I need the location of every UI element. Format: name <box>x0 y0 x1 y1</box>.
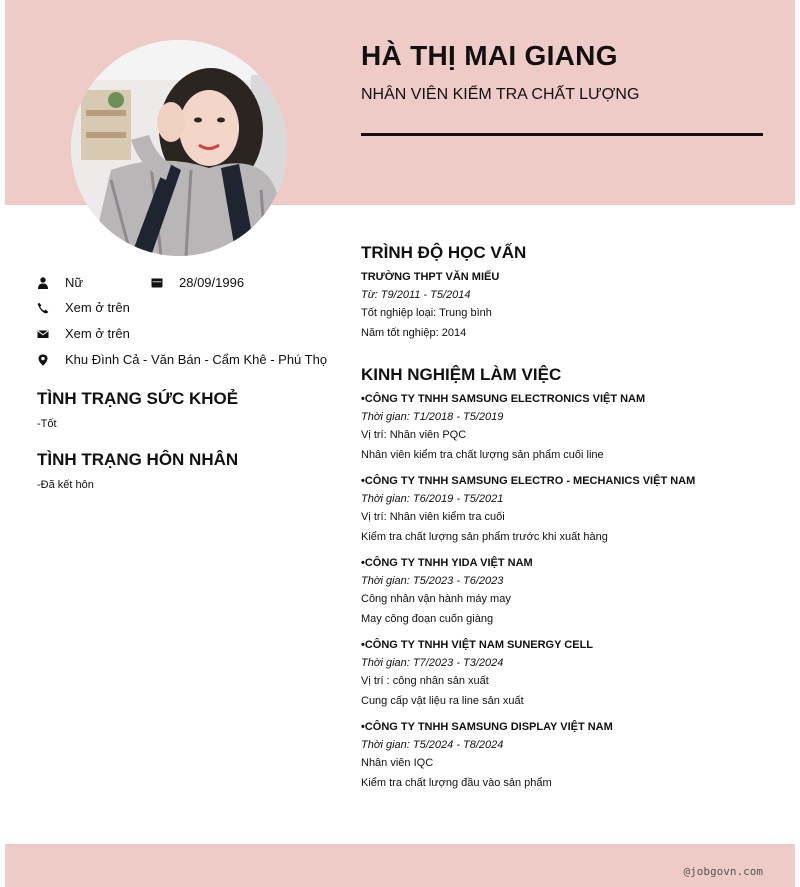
job-period: Thời gian: T6/2019 - T5/2021 <box>361 493 504 505</box>
job-role: Vị trí: Nhân viên kiểm tra cuối <box>361 511 505 523</box>
job-role: Vị trí : công nhân sản xuất <box>361 675 489 687</box>
company-name: •CÔNG TY TNHH YIDA VIỆT NAM <box>361 557 533 569</box>
birthdate-row <box>151 275 244 290</box>
experience-heading: KINH NGHIỆM LÀM VIỆC <box>361 365 562 384</box>
person-icon <box>37 277 49 289</box>
education-period: Từ: T9/2011 - T5/2014 <box>361 289 471 301</box>
education-section <box>361 243 781 347</box>
job-role: Công nhân vận hành máy may <box>361 593 511 605</box>
job-description: Cung cấp vật liệu ra line sản xuất <box>361 695 524 707</box>
email-row <box>37 326 130 341</box>
address-row <box>37 352 327 367</box>
experience-section <box>361 365 781 803</box>
job-period: Thời gian: T7/2023 - T3/2024 <box>361 657 504 669</box>
company-name: •CÔNG TY TNHH VIỆT NAM SUNERGY CELL <box>361 639 594 651</box>
watermark: @jobgovn.com <box>683 865 763 878</box>
calendar-icon <box>151 277 163 289</box>
candidate-name: HÀ THỊ MAI GIANG <box>361 40 618 71</box>
avatar <box>71 40 287 256</box>
address-value: Khu Đình Cả - Văn Bán - Cẩm Khê - Phú Thọ <box>65 352 328 367</box>
education-heading: TRÌNH ĐỘ HỌC VẤN <box>361 243 527 262</box>
marital-heading: TÌNH TRẠNG HÔN NHÂN <box>37 450 239 469</box>
marital-value: -Đã kết hôn <box>37 479 94 491</box>
job-role: Vị trí: Nhân viên PQC <box>361 429 467 441</box>
job-description: May công đoạn cuốn giàng <box>361 613 494 625</box>
health-heading: TÌNH TRẠNG SỨC KHOẺ <box>37 389 239 408</box>
profile-photo <box>71 40 287 256</box>
company-name: •CÔNG TY TNHH SAMSUNG ELECTRO - MECHANICS VIỆT NAM <box>361 475 696 487</box>
gender-value: Nữ <box>65 275 84 290</box>
job-entry <box>361 557 781 625</box>
job-description: Kiểm tra chất lượng đầu vào sản phẩm <box>361 777 552 789</box>
job-description: Kiểm tra chất lượng sản phẩm trước khi xuất hàng <box>361 531 608 543</box>
gender-row <box>37 275 83 290</box>
school-name: TRƯỜNG THPT VĂN MIẾU <box>361 271 500 283</box>
location-pin-icon <box>37 354 49 366</box>
job-period: Thời gian: T1/2018 - T5/2019 <box>361 411 504 423</box>
job-description: Nhân viên kiểm tra chất lượng sản phẩm cuối line <box>361 449 604 461</box>
job-title: NHÂN VIÊN KIỂM TRA CHẤT LƯỢNG <box>361 86 640 103</box>
company-name: •CÔNG TY TNHH SAMSUNG ELECTRONICS VIỆT NAM <box>361 393 646 405</box>
job-entry <box>361 721 781 789</box>
health-value: -Tốt <box>37 418 57 430</box>
job-period: Thời gian: T5/2024 - T8/2024 <box>361 739 504 751</box>
footer-band <box>5 844 795 887</box>
phone-icon <box>37 302 49 314</box>
title-divider <box>361 133 763 136</box>
job-entry <box>361 639 781 707</box>
graduation-year: Năm tốt nghiệp: 2014 <box>361 327 467 339</box>
job-entry <box>361 475 781 543</box>
job-role: Nhân viên IQC <box>361 757 434 769</box>
job-period: Thời gian: T5/2023 - T6/2023 <box>361 575 504 587</box>
job-entry <box>361 393 781 461</box>
graduation-grade: Tốt nghiệp loại: Trung bình <box>361 307 492 319</box>
envelope-icon <box>37 328 49 340</box>
phone-row <box>37 300 130 315</box>
email-value: Xem ở trên <box>65 326 130 341</box>
phone-value: Xem ở trên <box>65 300 130 315</box>
birthdate-value: 28/09/1996 <box>179 275 245 290</box>
company-name: •CÔNG TY TNHH SAMSUNG DISPLAY VIỆT NAM <box>361 721 613 733</box>
